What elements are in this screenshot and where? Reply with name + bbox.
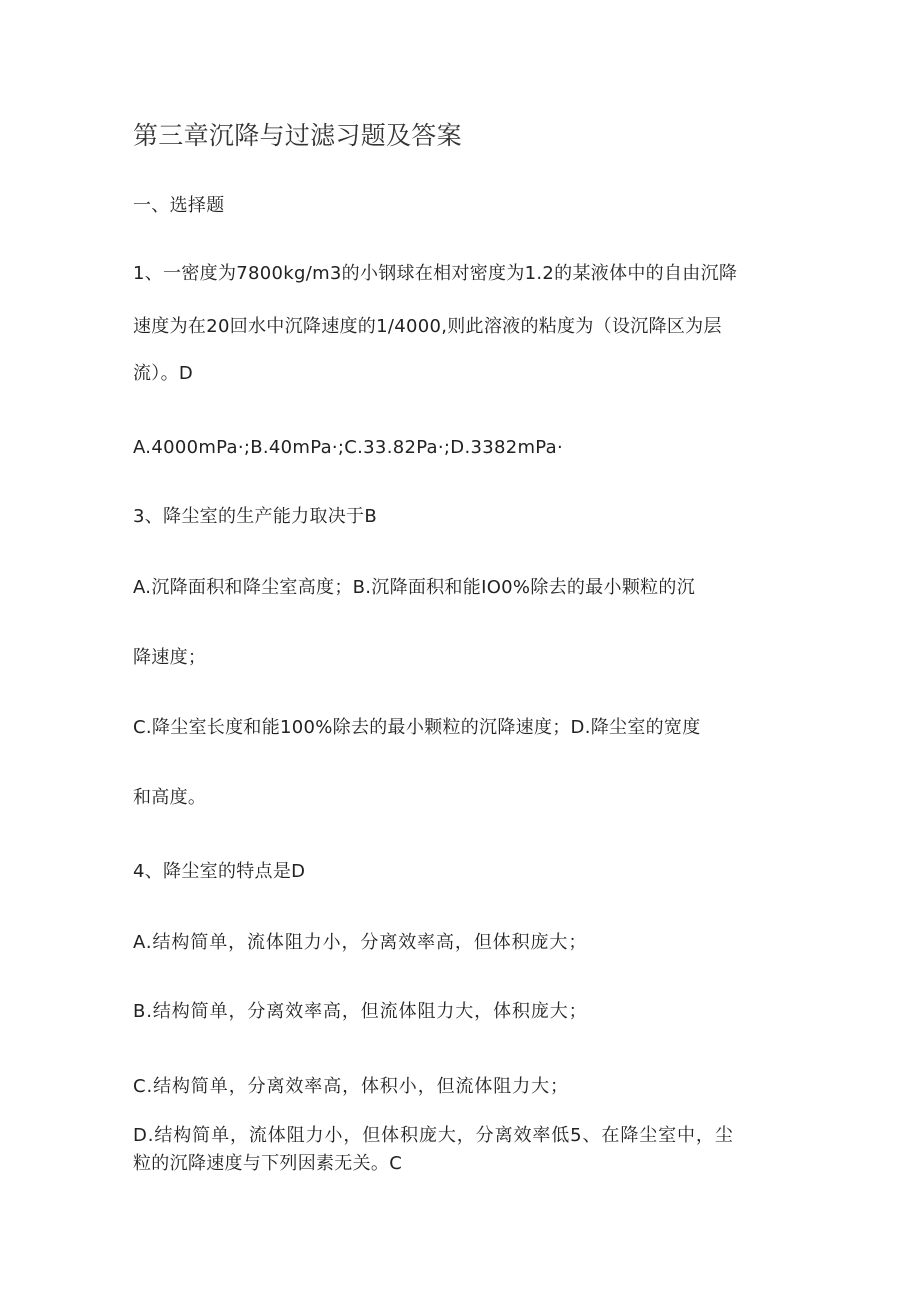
- question-4-option-c: C.结构简单，分离效率高，体积小，但流体阻力大；: [133, 1076, 569, 1097]
- question-1-line-3: 流）。D: [133, 363, 194, 384]
- question-3-option-line-1: A.沉降面积和降尘室高度；B.沉降面积和能IO0%除去的最小颗粒的沉: [133, 577, 696, 598]
- question-3-option-line-3: C.降尘室长度和能100%除去的最小颗粒的沉降速度；D.降尘室的宽度: [133, 717, 701, 738]
- question-1-line-2: 速度为在20回水中沉降速度的1/4000,则此溶液的粘度为（设沉降区为层: [133, 316, 722, 337]
- question-4-option-d: D.结构简单，流体阻力小，但体积庞大，分离效率低5、在降尘室中，尘: [133, 1125, 734, 1146]
- question-4-option-b: B.结构简单，分离效率高，但流体阻力大，体积庞大；: [133, 1001, 588, 1022]
- section-heading: 一、选择题: [133, 195, 225, 216]
- question-4-option-a: A.结构简单，流体阻力小，分离效率高，但体积庞大；: [133, 932, 588, 953]
- question-3-line-1: 3、降尘室的生产能力取决于B: [133, 506, 377, 527]
- question-3-option-line-2: 降速度；: [133, 647, 207, 668]
- question-1-options: A.4000mPa·;B.40mPa·;C.33.82Pa·;D.3382mPa·: [133, 437, 563, 458]
- question-1-line-1: 1、一密度为7800kg/m3的小钢球在相对密度为1.2的某液体中的自由沉降: [133, 263, 738, 284]
- question-5-line: 粒的沉降速度与下列因素无关。C: [133, 1153, 403, 1174]
- question-4-line-1: 4、降尘室的特点是D: [133, 861, 306, 882]
- page-title: 第三章沉降与过滤习题及答案: [133, 121, 462, 150]
- question-3-option-line-4: 和高度。: [133, 787, 207, 808]
